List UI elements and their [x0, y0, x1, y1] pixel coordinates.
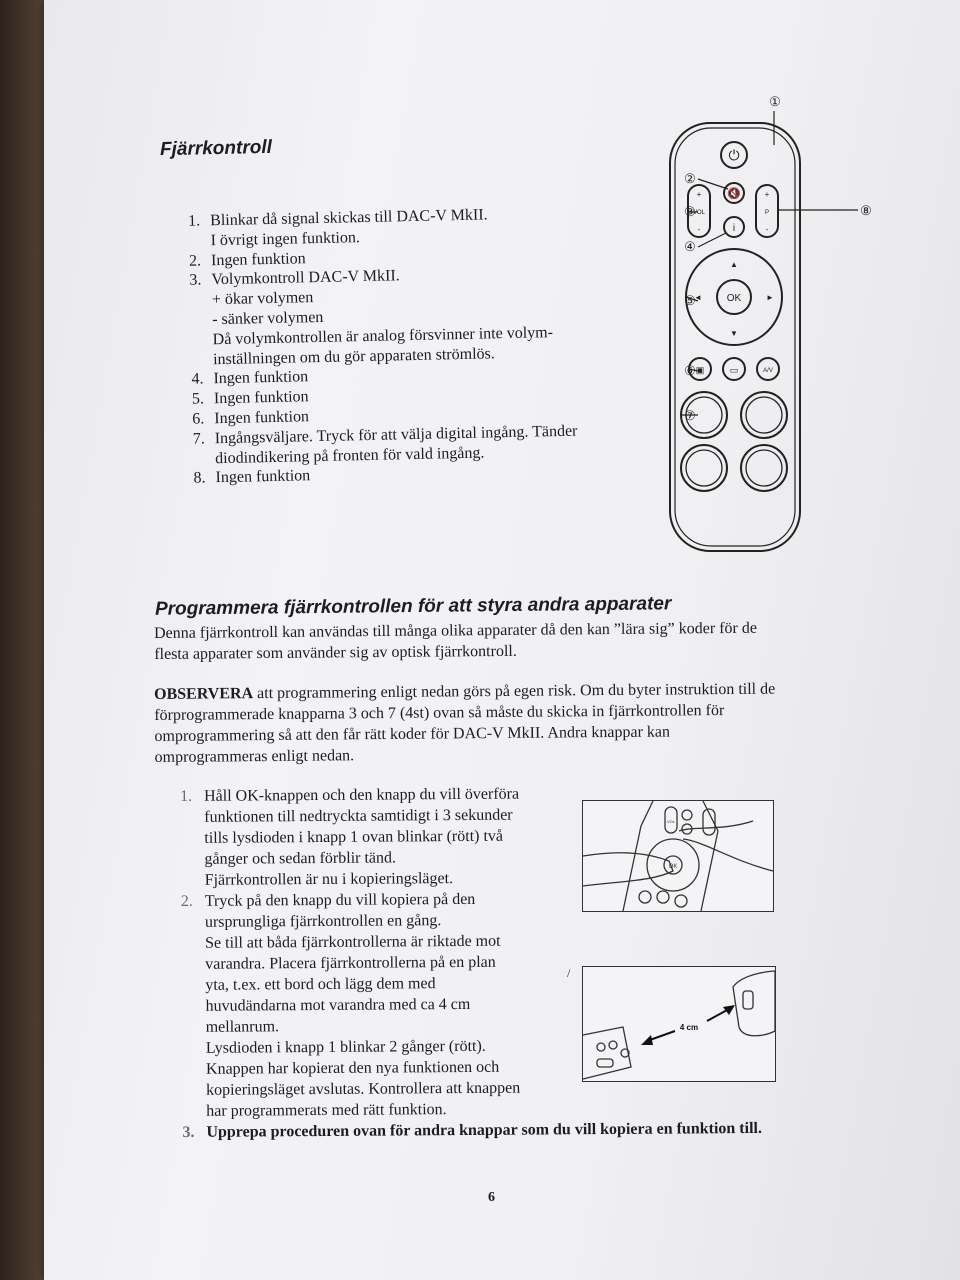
warning-label: OBSERVERA — [154, 685, 254, 703]
screen-icon: ▣ — [695, 365, 705, 375]
list-item: 6. Ingen funktion — [192, 408, 310, 428]
p-plus-label: + — [764, 190, 770, 199]
p-label: P — [764, 210, 770, 216]
av-label: A/V — [763, 368, 773, 374]
step-3: 3. Upprepa proceduren ovan för andra knappar som du vill kopiera en funktion till. — [182, 1119, 762, 1141]
arrow-right-head — [723, 1005, 735, 1015]
list-item-detail: I övrigt ingen funktion. — [210, 228, 361, 250]
remote-control-diagram — [626, 85, 872, 565]
callout-6: ⑥ — [684, 363, 696, 378]
list-item: 8. Ingen funktion — [193, 467, 311, 488]
leader-line-2 — [698, 179, 728, 189]
mute-icon: 🔇 — [727, 188, 741, 200]
arrow-right-shaft — [707, 1009, 729, 1021]
input-button-3 — [681, 445, 727, 491]
warning-paragraph — [154, 678, 855, 768]
remote-function-list — [174, 203, 620, 489]
input-button-2 — [741, 392, 787, 438]
step-2: 2. Tryck på den knapp du vill kopiera på den ursprungliga fjärrkontrollen en gång. Se till att båda fjärrkontrollerna är riktade mot varandra. Placera fjärrkontrollerna på en plan yta, t.ex. ett bord och lägg dem med huvudändarna mot varandra med ca 4 cm mellanrum. Lysdioden i knapp 1 blinkar 2 gånger (rött). Knappen har kopierat den nya funktionen och kopieringsläget avslutas. Kontrollera att knappen har programmerats med rätt funktion. — [180, 890, 521, 1120]
intro-line: Denna fjärrkontroll kan användas till många olika apparater då den kan ”lära sig” koder för de — [154, 619, 758, 642]
warning-line: OBSERVERA att programmering enligt nedan görs på egen risk. Om du byter instruktion till de — [154, 680, 776, 703]
callout-1: ① — [769, 94, 781, 109]
section-title-programming: Programmera fjärrkontrollen för att styra andra apparater — [154, 593, 672, 620]
power-icon: ⏻ — [728, 147, 740, 163]
callout-3: ③ — [684, 204, 696, 219]
list-item: 5. Ingen funktion — [191, 388, 309, 408]
remote-original — [583, 1027, 631, 1079]
vol-label: VOL — [692, 210, 706, 216]
warning-line: förprogrammerade knapparna 3 och 7 (4st) ovan så måste du skicka in fjärrkontrollen för — [154, 702, 725, 724]
vol-plus-label: + — [696, 190, 702, 199]
intro-line: flesta apparater som använder sig av optisk fjärrkontroll. — [154, 642, 517, 663]
fig1-vol-label: VOL — [666, 819, 676, 824]
list-item: 2. Ingen funktion — [188, 249, 306, 270]
hand-finger — [583, 853, 673, 886]
distance-label: 4 cm — [679, 1023, 699, 1032]
vol-minus-label: - — [697, 225, 701, 234]
warning-line: omprogrammering så att den får rätt koder för DAC-V MkII. Andra knappar kan — [154, 723, 671, 745]
warning-line: omprogrammeras enligt nedan. — [154, 747, 355, 766]
page-number: 6 — [488, 1190, 495, 1205]
fig1-ok-label: OK — [668, 864, 678, 870]
remote-learning — [733, 971, 775, 1036]
table-background — [0, 0, 48, 1280]
list-item: 1. Blinkar då signal skickas till DAC-V MkII. — [188, 206, 488, 230]
callout-4: ④ — [684, 239, 696, 254]
arrow-left-head — [641, 1035, 653, 1045]
callout-2: ② — [684, 171, 696, 186]
list-item-detail: Då volymkontrollen är analog försvinner inte volym- — [212, 323, 554, 348]
callout-7: ⑦ — [684, 408, 696, 423]
list-item-detail: - sänker volymen — [212, 308, 324, 329]
down-arrow-icon: ▼ — [730, 329, 738, 338]
list-item-detail: + ökar volymen — [211, 289, 314, 309]
p-minus-label: - — [765, 225, 769, 234]
tv-icon: ▭ — [729, 365, 739, 375]
figure-remotes-facing — [582, 966, 776, 1082]
left-arrow-icon: ◄ — [694, 293, 702, 302]
section-title-remote: Fjärrkontroll — [159, 136, 273, 161]
up-arrow-icon: ▲ — [730, 260, 738, 269]
leader-line-4 — [698, 233, 726, 247]
margin-mark: / — [567, 966, 571, 980]
callout-5: ⑤ — [684, 293, 696, 308]
manual-page — [44, 0, 960, 1280]
list-item-detail: inställningen om du gör apparaten strömlös. — [212, 344, 495, 368]
step-1: 1. Håll OK-knappen och den knapp du vill överföra funktionen till nedtryckta samtidigt i 3 sekunder tills lysdioden i knapp 1 ovan blinkar (rött) två gånger och sedan förblir tänd. Fjärrkontrollen är nu i kopieringsläget. — [180, 785, 520, 889]
intro-paragraph — [154, 617, 854, 665]
list-item-detail: diodindikering på fronten för vald ingång. — [214, 444, 485, 467]
figure-hand-pressing-buttons — [582, 800, 774, 912]
input-button-4 — [741, 445, 787, 491]
list-item: 7. Ingångsväljare. Tryck för att välja digital ingång. Tänder — [192, 422, 578, 448]
list-item: 4. Ingen funktion — [191, 368, 309, 389]
callout-8: ⑧ — [860, 203, 872, 218]
right-arrow-icon: ► — [766, 293, 774, 302]
list-item: 3. Volymkontroll DAC-V MkII. — [189, 267, 400, 290]
ok-label: OK — [726, 293, 742, 304]
info-icon: i — [732, 223, 736, 234]
